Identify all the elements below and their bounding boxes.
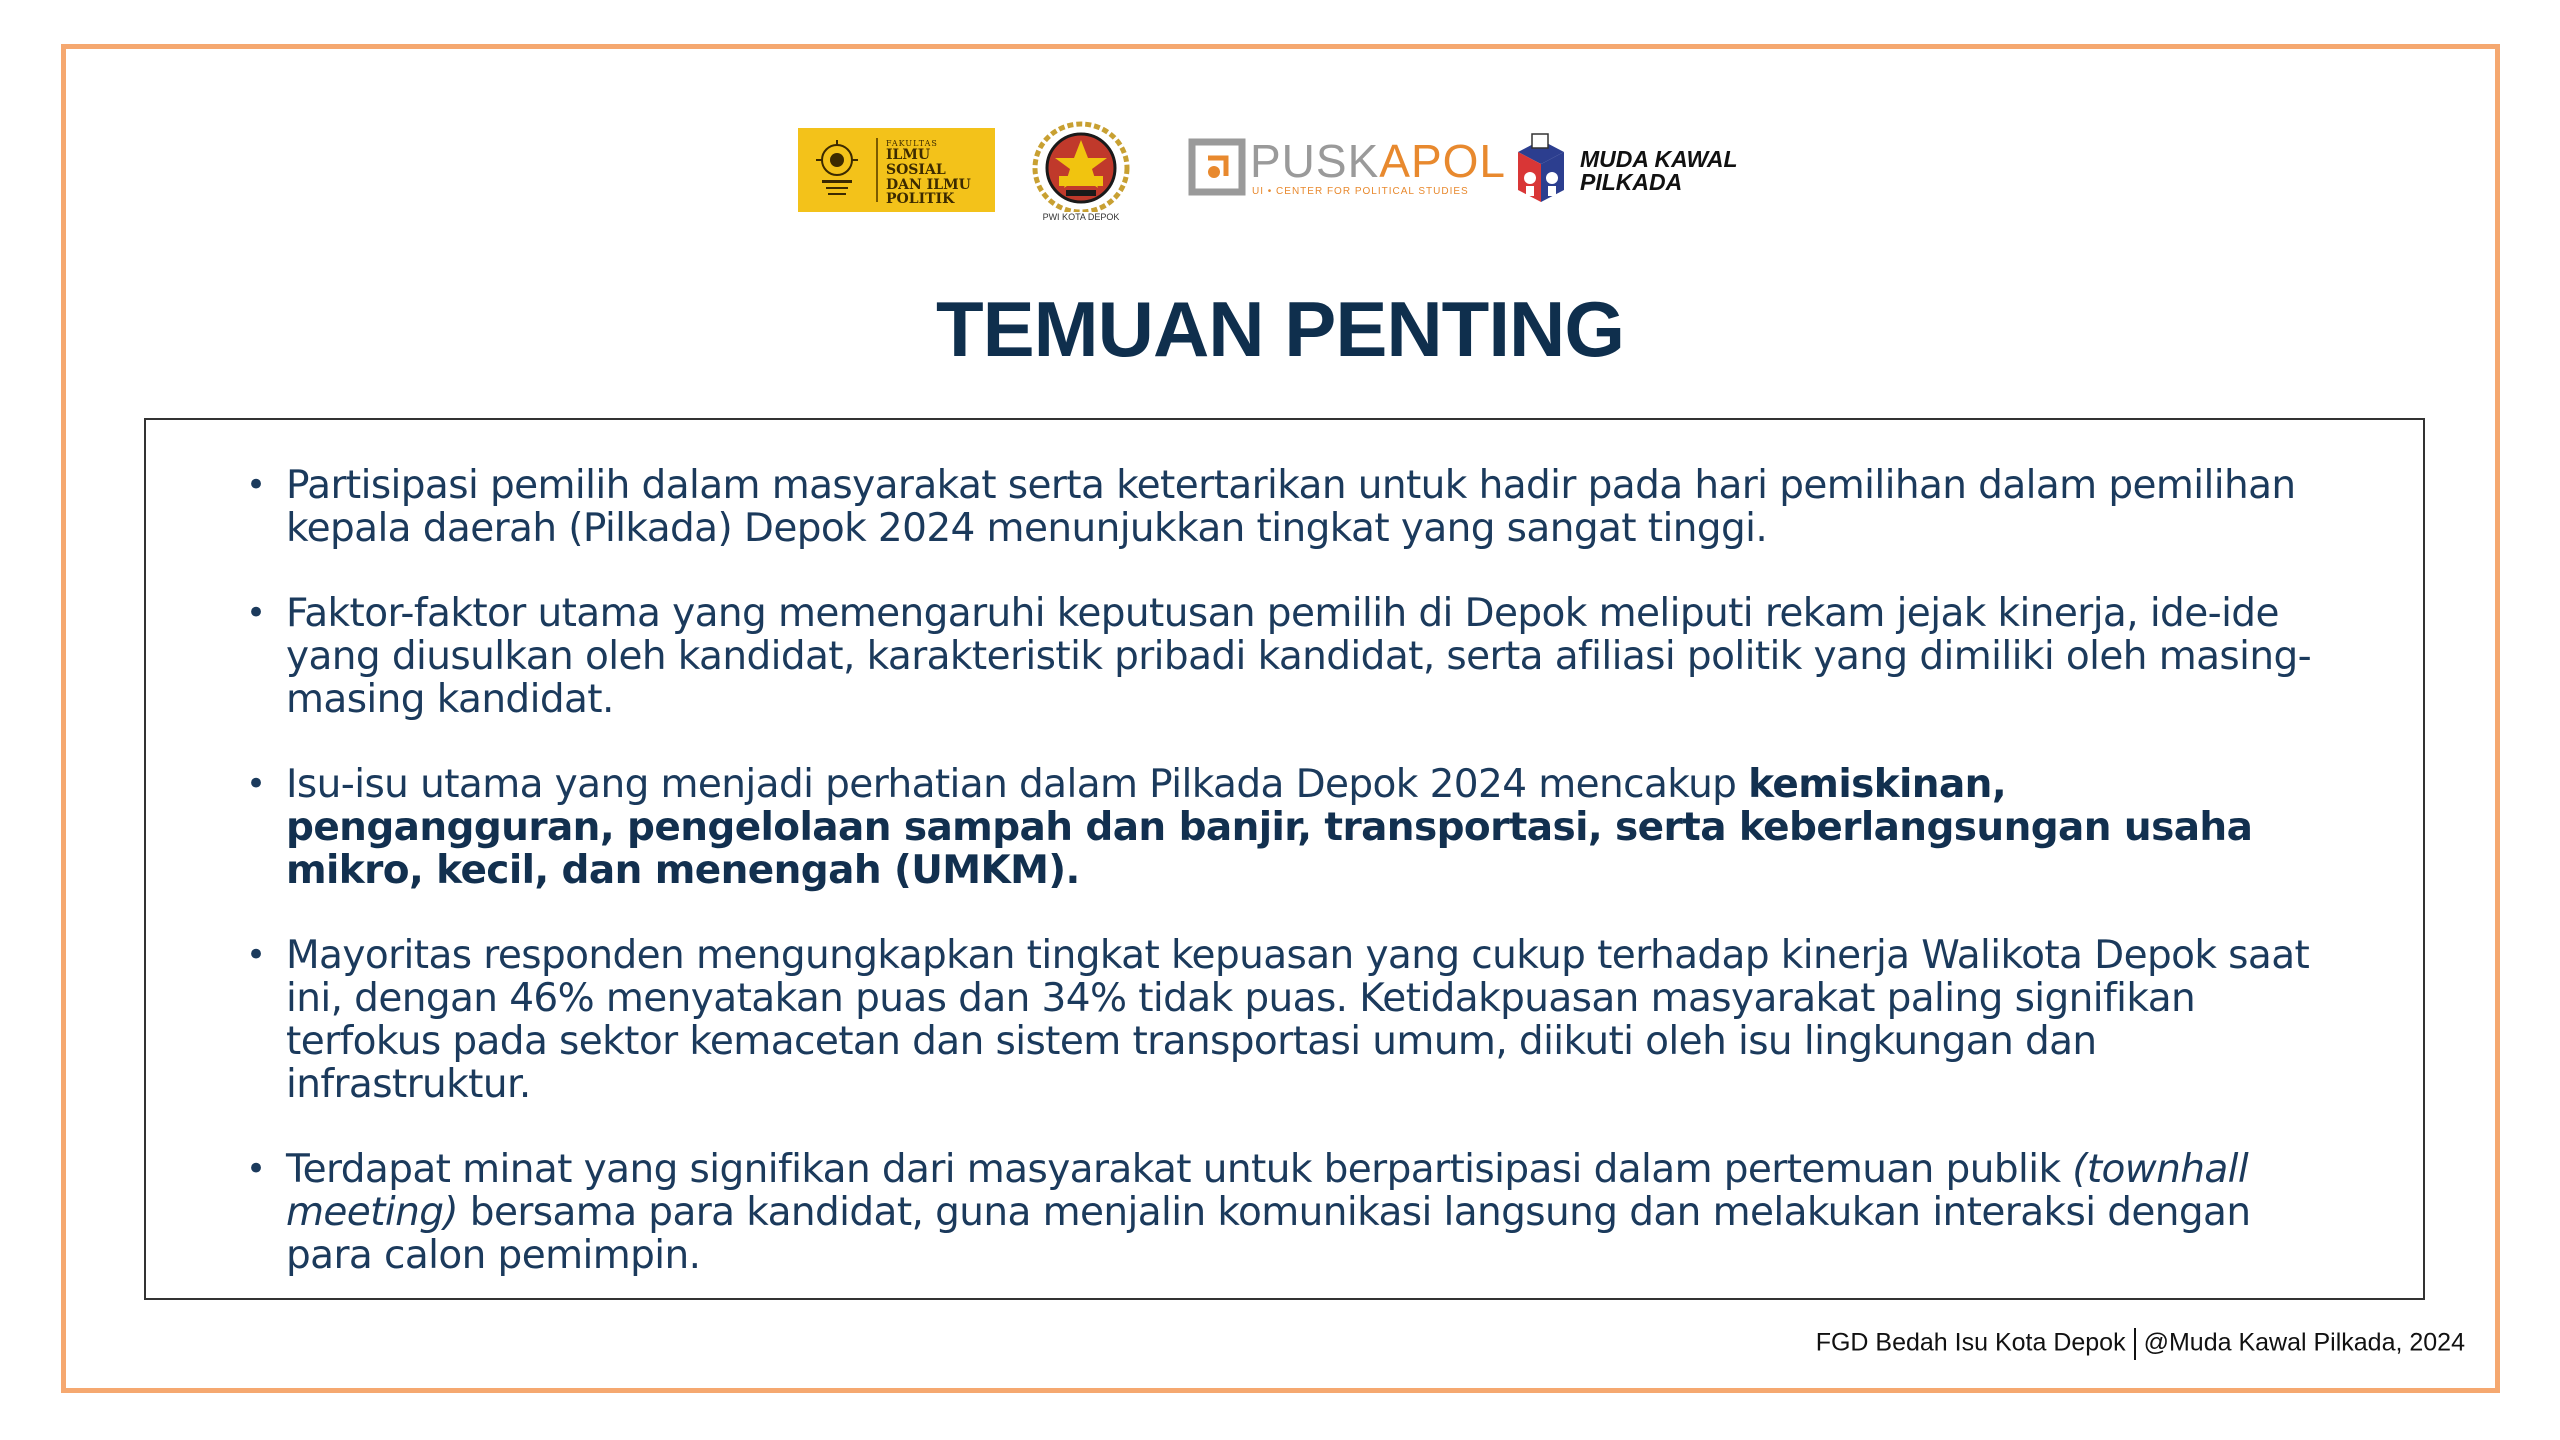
puskapol-tagline: UI • CENTER FOR POLITICAL STUDIES	[1252, 186, 1469, 197]
finding-item	[246, 591, 2336, 722]
footer-event: FGD Bedah Isu Kota Depok	[1815, 1328, 2126, 1357]
finding-bold-text: kemiskinan, pengangguran, pengelolaan sampah dan banjir, transportasi, serta keberlangsungan usaha mikro, kecil, dan menengah (UMKM).	[286, 762, 2253, 893]
fisip-wordmark	[886, 140, 991, 207]
bullet-icon: •	[246, 1149, 266, 1189]
bullet-icon: •	[246, 465, 266, 505]
logo-strip	[0, 118, 2560, 228]
finding-item	[246, 933, 2336, 1107]
pwi-caption: PWI KOTA DEPOK	[1042, 212, 1120, 222]
puskapol-wordmark-part2: APOL	[1379, 135, 1506, 187]
pwi-kota-depok-logo	[1026, 118, 1136, 228]
muda-kawal-pilkada-wordmark: MUDA KAWAL PILKADA	[1580, 146, 1738, 195]
muda-kawal-pilkada-logo	[1508, 132, 1758, 212]
ballot-box-icon	[1508, 132, 1574, 208]
bullet-icon: •	[246, 935, 266, 975]
finding-text: Mayoritas responden mengungkapkan tingkat kepuasan yang cukup terhadap kinerja Walikota Depok saat ini, dengan 46% menyatakan puas dan 34% tidak puas. Ketidakpuasan masyarakat paling signifikan terfokus pada sektor kemacetan dan sistem transportasi umum, diikuti oleh isu lingkungan dan infrastruktur.	[286, 933, 2310, 1107]
finding-item	[246, 463, 2336, 551]
findings-box	[144, 418, 2425, 1300]
fisip-name: ILMU SOSIAL DAN ILMU POLITIK	[886, 147, 971, 208]
finding-text: Isu-isu utama yang menjadi perhatian dalam Pilkada Depok 2024 mencakup	[286, 762, 1749, 807]
finding-italic-text: (townhall meeting)	[286, 1147, 2249, 1235]
finding-text: Terdapat minat yang signifikan dari masyarakat untuk berpartisipasi dalam pertemuan publik	[286, 1147, 2073, 1192]
footer-source: @Muda Kawal Pilkada, 2024	[2143, 1328, 2465, 1357]
puskapol-mark-icon	[1188, 138, 1246, 198]
puskapol-wordmark-part1: PUSK	[1250, 135, 1380, 187]
fisip-divider	[876, 138, 878, 202]
ui-seal-icon	[814, 140, 860, 200]
footer-separator	[2134, 1328, 2136, 1360]
finding-text: Partisipasi pemilih dalam masyarakat serta ketertarikan untuk hadir pada hari pemilihan dalam pemilihan kepala daerah (Pilkada) Depok 2024 menunjukkan tingkat yang sangat tinggi.	[286, 463, 2296, 551]
fisip-ui-logo	[798, 128, 995, 212]
page-title: TEMUAN PENTING	[936, 285, 1624, 373]
finding-item	[246, 762, 2336, 893]
bullet-icon: •	[246, 593, 266, 633]
finding-text: Faktor-faktor utama yang memengaruhi keputusan pemilih di Depok meliputi rekam jejak kinerja, ide-ide yang diusulkan oleh kandidat, karakteristik pribadi kandidat, serta afiliasi politik yang dimiliki oleh masing-masing kandidat.	[286, 591, 2312, 722]
pwi-emblem-icon	[1026, 118, 1136, 212]
puskapol-logo	[1188, 135, 1506, 208]
finding-text-after: bersama para kandidat, guna menjalin komunikasi langsung dan melakukan interaksi dengan para calon pemimpin.	[286, 1190, 2251, 1278]
bullet-icon: •	[246, 764, 266, 804]
footer-credit	[1816, 1328, 2465, 1360]
fisip-faculty-label: FAKULTAS	[886, 139, 938, 148]
finding-item	[246, 1147, 2336, 1278]
puskapol-wordmark	[1250, 134, 1506, 188]
findings-list	[246, 463, 2336, 1319]
